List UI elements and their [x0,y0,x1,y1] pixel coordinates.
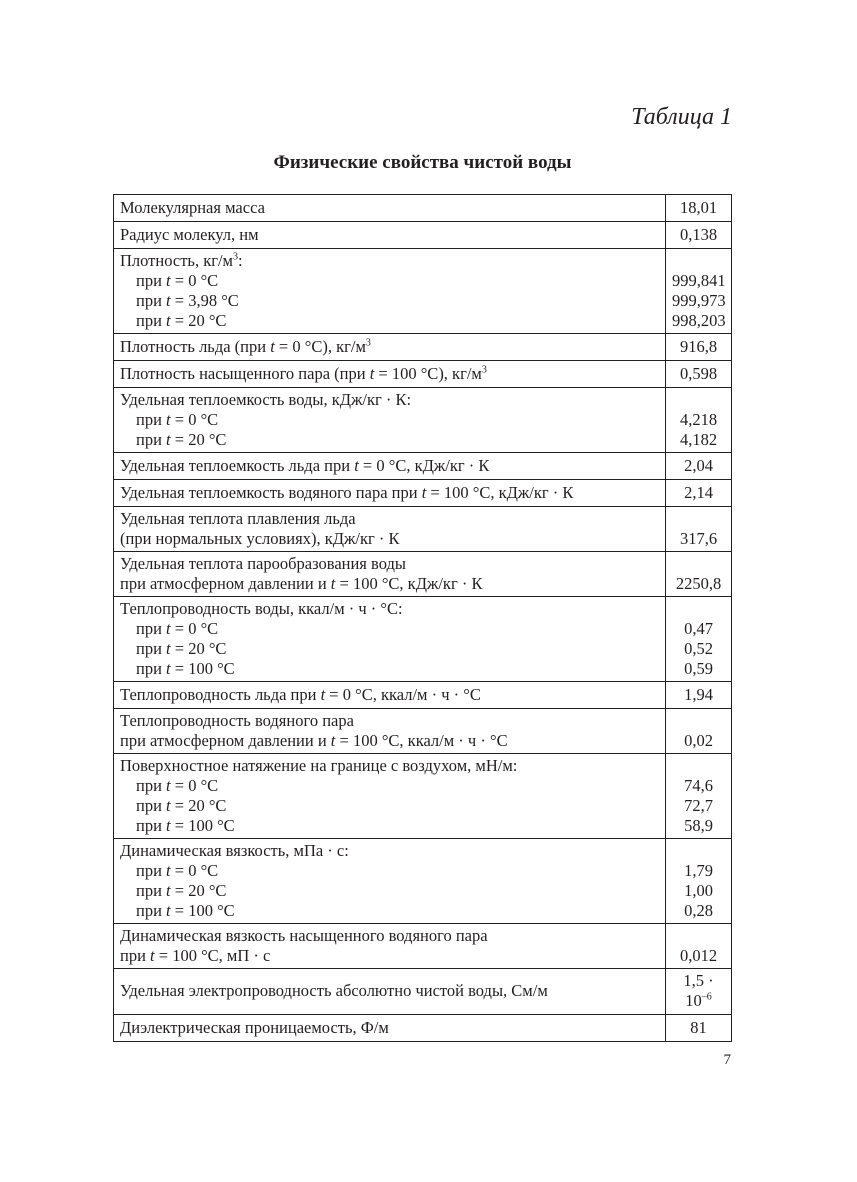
property-name: Плотность насыщенного пара (при t = 100 °C), $кг/м^3$ [114,361,666,388]
property-value: 81 [666,1015,732,1042]
property-value: 2250,8 [666,552,732,597]
property-name: Поверхностное натяжение на границе с воздухом, мН/м: при t = 0 °C при t = 20 °C при t = 100 °C [114,754,666,839]
table-row [114,222,732,249]
table-label: Таблица 1 [631,104,732,130]
property-name: Теплопроводность льда при t = 0 °C, ккал/м · ч · °C [114,682,666,709]
property-name: Теплопроводность воды, ккал/м · ч · °C: при t = 0 °C при t = 20 °C при t = 100 °C [114,597,666,682]
property-name: Удельная теплоемкость льда при t = 0 °C, кДж/кг · К [114,453,666,480]
table-row [114,969,732,1015]
property-value: 4,218 4,182 [666,388,732,453]
table-row [114,480,732,507]
property-name: Удельная теплота плавления льда (при нормальных условиях), кДж/кг · К [114,507,666,552]
property-value: 0,138 [666,222,732,249]
property-value: 0,02 [666,709,732,754]
table-row [114,754,732,839]
property-name: Плотность, $кг/м^3$: при t = 0 °C при t = 3,98 °C при t = 20 °C [114,249,666,334]
table-row [114,361,732,388]
table-row [114,453,732,480]
table-row [114,1015,732,1042]
table-row [114,709,732,754]
property-name: Удельная теплота парообразования воды при атмосферном давлении и t = 100 °C, кДж/кг · К [114,552,666,597]
property-value: 74,6 72,7 58,9 [666,754,732,839]
property-name: Динамическая вязкость, мПа · с: при t = 0 °C при t = 20 °C при t = 100 °C [114,839,666,924]
property-value: 2,04 [666,453,732,480]
table-row [114,552,732,597]
table-row [114,839,732,924]
table-row [114,924,732,969]
property-value: 18,01 [666,195,732,222]
property-name: Динамическая вязкость насыщенного водяного пара при t = 100 °C, мП · с [114,924,666,969]
property-name: Диэлектрическая проницаемость, Ф/м [114,1015,666,1042]
properties-table [113,194,732,1042]
property-value: 2,14 [666,480,732,507]
property-value: 916,8 [666,334,732,361]
property-name: Плотность льда (при t = 0 °C), $кг/м^3$ [114,334,666,361]
property-name: Теплопроводность водяного пара при атмосферном давлении и t = 100 °C, ккал/м · ч · °C [114,709,666,754]
property-value: $1,5 \cdot 10^{-6}$ [666,969,732,1015]
property-value: 0,47 0,52 0,59 [666,597,732,682]
table-row [114,682,732,709]
table-row [114,249,732,334]
property-value: 0,598 [666,361,732,388]
property-value: 1,79 1,00 0,28 [666,839,732,924]
property-value: 1,94 [666,682,732,709]
property-name: Удельная теплоемкость водяного пара при t = 100 °C, кДж/кг · К [114,480,666,507]
table-title: Физические свойства чистой воды [273,152,572,173]
table-row [114,334,732,361]
property-name: Удельная электропроводность абсолютно чистой воды, См/м [114,969,666,1015]
page-number: 7 [723,1052,731,1068]
table-row [114,507,732,552]
table-row [114,388,732,453]
property-value: 0,012 [666,924,732,969]
table-row [114,597,732,682]
property-name: Радиус молекул, нм [114,222,666,249]
property-name: Удельная теплоемкость воды, кДж/кг · К: при t = 0 °C при t = 20 °C [114,388,666,453]
property-value: 317,6 [666,507,732,552]
table-row [114,195,732,222]
property-value: 999,841 999,973 998,203 [666,249,732,334]
property-name: Молекулярная масса [114,195,666,222]
